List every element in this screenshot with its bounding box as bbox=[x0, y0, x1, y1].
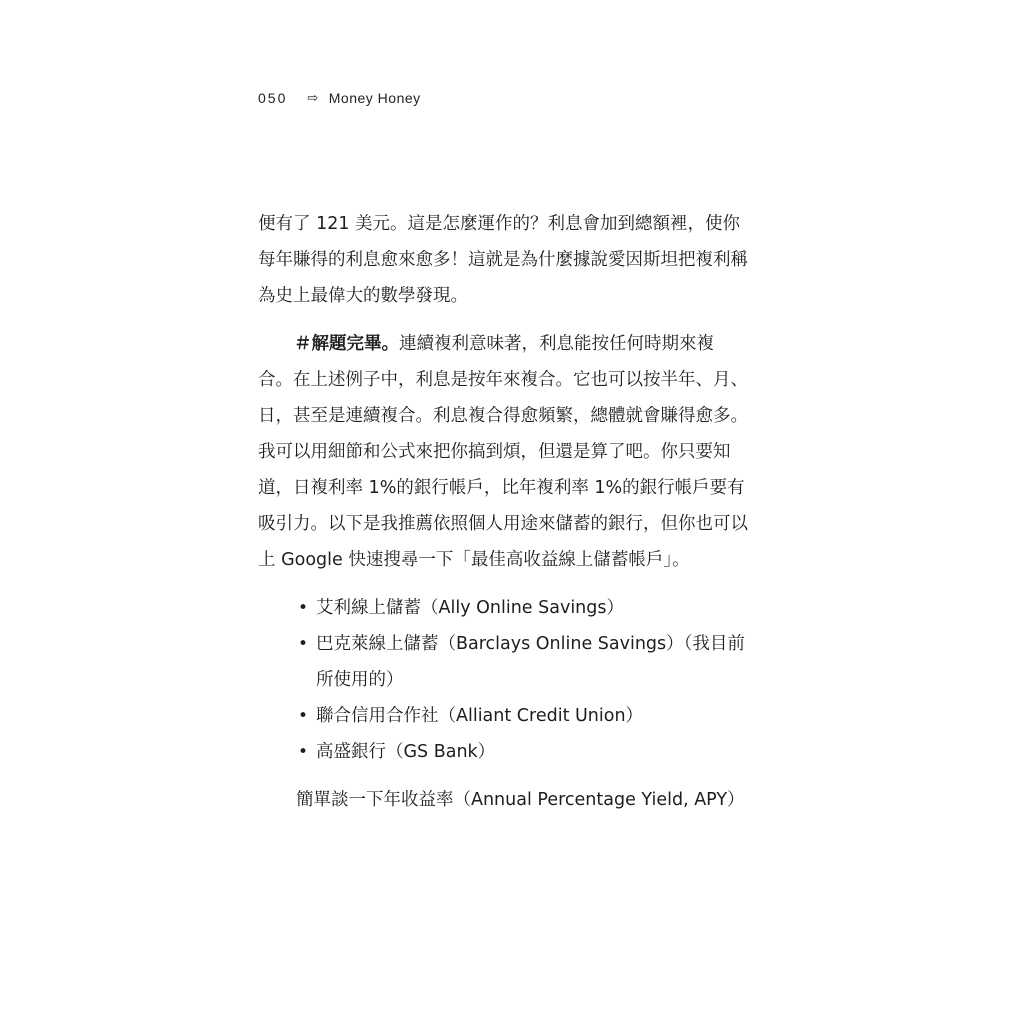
paragraph-body-text: 連續複利意味著，利息能按任何時期來複合。在上述例子中，利息是按年來複合。它也可以按半年、月、日，甚至是連續複合。利息複合得愈頻繁，總體就會賺得愈多。我可以用細節和公式來把你搞到煩，但還是算了吧。你只要知道，日複利率 1%的銀行帳戶，比年複利率 1%的銀行帳戶要有吸引力。以下是我推薦依照個人用途來儲蓄的銀行，但你也可以上 Google 快速搜尋一下「最佳高收益線上儲蓄帳戶」。 bbox=[258, 334, 748, 570]
bank-list bbox=[258, 590, 748, 770]
list-item: • 巴克萊線上儲蓄（Barclays Online Savings）（我目前所使用的） bbox=[316, 626, 748, 698]
page-body bbox=[258, 206, 748, 818]
arrow-right-icon: ⇨ bbox=[307, 90, 319, 105]
list-item: • 聯合信用合作社（Alliant Credit Union） bbox=[316, 698, 748, 734]
book-title: Money Honey bbox=[328, 90, 421, 106]
section-heading-apy: 簡單談一下年收益率（Annual Percentage Yield, APY） bbox=[296, 790, 745, 810]
running-header bbox=[258, 90, 421, 106]
paragraph-continuous-compounding bbox=[258, 326, 748, 578]
page-number: 050 bbox=[258, 90, 288, 106]
list-item: • 艾利線上儲蓄（Ally Online Savings） bbox=[316, 590, 748, 626]
list-item: • 高盛銀行（GS Bank） bbox=[316, 734, 748, 770]
paragraph-lead-heading: ＃解題完畢。 bbox=[294, 334, 399, 354]
paragraph-compound-interest: 便有了 121 美元。這是怎麼運作的？利息會加到總額裡，使你每年賺得的利息愈來愈多！這就是為什麼據說愛因斯坦把複利稱為史上最偉大的數學發現。 bbox=[258, 214, 748, 306]
